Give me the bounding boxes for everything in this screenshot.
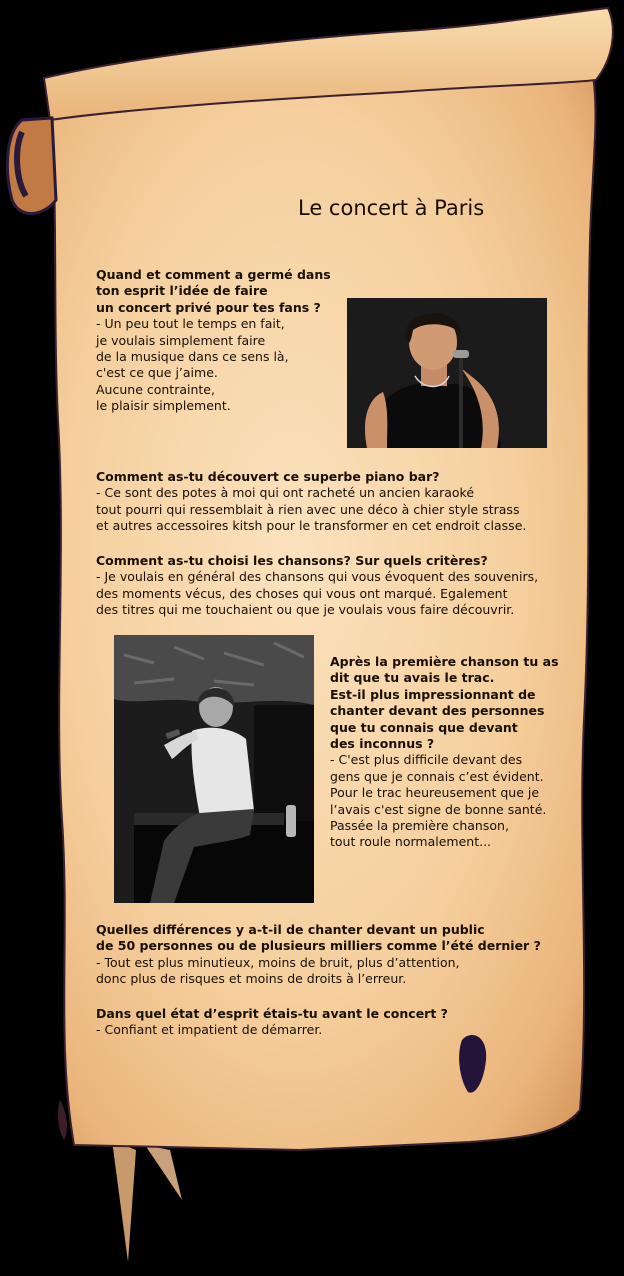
answer-line: - Un peu tout le temps en fait, — [96, 316, 285, 332]
singer-photo-2 — [114, 635, 314, 903]
answer-line: de la musique dans ce sens là, — [96, 349, 289, 365]
answer-line: gens que je connais c’est évident. — [330, 768, 544, 784]
answer-line: - Tout est plus minutieux, moins de bruit, plus d’attention, — [96, 954, 460, 970]
answer-line: Passée la première chanson, — [330, 818, 509, 834]
answer-line: c'est ce que j’aime. — [96, 365, 218, 381]
question-line: Est-il plus impressionnant de — [330, 686, 536, 702]
answer-line: le plaisir simplement. — [96, 398, 231, 414]
answer-line: l’avais c'est signe de bonne santé. — [330, 801, 547, 817]
question-line: Comment as-tu découvert ce superbe piano bar? — [96, 469, 440, 484]
answer-line: - Confiant et impatient de démarrer. — [96, 1022, 323, 1038]
singer-photo-1 — [347, 298, 547, 448]
question-line: un concert privé pour tes fans ? — [96, 299, 321, 315]
question-line: Quelles différences y a-t-il de chanter devant un public — [96, 922, 485, 937]
answer-line: tout roule normalement... — [330, 834, 492, 850]
question-line: que tu connais que devant — [330, 719, 518, 735]
qa-block-2 — [96, 469, 526, 535]
answer-line: - Ce sont des potes à moi qui ont racheté un ancien karaoké — [96, 485, 475, 501]
answer-line: Pour le trac heureusement que je — [330, 785, 540, 801]
question-line: des inconnus ? — [330, 736, 435, 752]
answer-line: des titres qui me touchaient ou que je voulais vous faire découvrir. — [96, 602, 515, 618]
answer-line: je voulais simplement faire — [96, 332, 266, 348]
question-line: Quand et comment a germé dans — [96, 267, 331, 282]
answer-line: donc plus de risques et moins de droits à l’erreur. — [96, 971, 407, 987]
answer-line: - C'est plus difficile devant des — [330, 752, 523, 768]
question-line: ton esprit l’idée de faire — [96, 283, 268, 299]
page-title: Le concert à Paris — [298, 196, 485, 220]
qa-block-6 — [96, 1006, 448, 1039]
answer-line: Aucune contrainte, — [96, 381, 215, 397]
answer-line: et autres accessoires kitsh pour le transformer en cet endroit classe. — [96, 518, 527, 534]
question-line: Après la première chanson tu as — [330, 654, 559, 669]
question-line: Dans quel état d’esprit étais-tu avant le concert ? — [96, 1006, 448, 1021]
qa-block-3 — [96, 553, 538, 619]
question-line: Comment as-tu choisi les chansons? Sur quels critères? — [96, 553, 488, 568]
question-line: dit que tu avais le trac. — [330, 670, 495, 686]
answer-line: tout pourri qui ressemblait à rien avec une déco à chier style strass — [96, 501, 520, 517]
qa-block-5 — [96, 922, 541, 988]
question-line: de 50 personnes ou de plusieurs milliers comme l’été dernier ? — [96, 938, 541, 954]
qa-block-4 — [330, 654, 559, 851]
question-line: chanter devant des personnes — [330, 703, 545, 719]
answer-line: des moments vécus, des choses qui vous ont marqué. Egalement — [96, 585, 508, 601]
qa-block-1 — [96, 267, 331, 415]
answer-line: - Je voulais en général des chansons qui vous évoquent des souvenirs, — [96, 569, 539, 585]
